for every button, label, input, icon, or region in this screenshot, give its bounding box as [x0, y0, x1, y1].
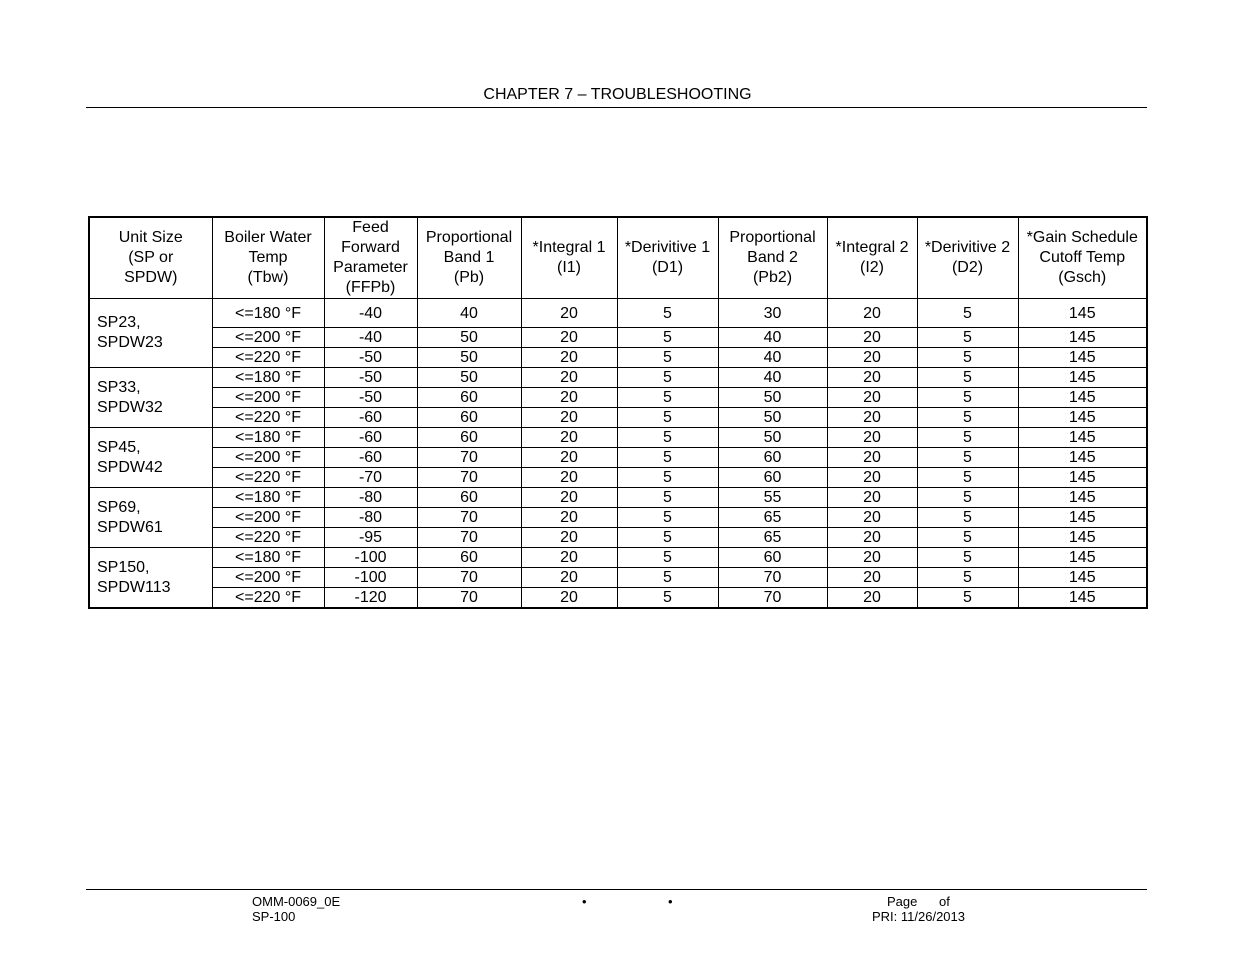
table-cell: 20 [521, 488, 617, 508]
table-row [89, 548, 1147, 568]
table-cell: -50 [324, 348, 417, 368]
table-cell: 145 [1018, 388, 1147, 408]
table-cell: <=180 °F [212, 368, 324, 388]
table-cell: 50 [718, 408, 827, 428]
footer-right [872, 894, 965, 924]
table-cell: 20 [827, 588, 917, 609]
table-cell: -60 [324, 448, 417, 468]
table-cell: 20 [827, 428, 917, 448]
table-cell: 60 [718, 548, 827, 568]
header-rule [86, 107, 1147, 108]
table-cell: 145 [1018, 368, 1147, 388]
table-cell: 145 [1018, 408, 1147, 428]
table-cell: <=180 °F [212, 548, 324, 568]
table-cell: 20 [521, 448, 617, 468]
footer-of-label: of [939, 894, 950, 909]
table-cell: -100 [324, 548, 417, 568]
table-cell: -60 [324, 428, 417, 448]
table-cell: 30 [718, 299, 827, 328]
table-cell: <=180 °F [212, 299, 324, 328]
column-header: *Integral 2 (I2) [827, 217, 917, 299]
table-cell: 55 [718, 488, 827, 508]
table-cell: 40 [718, 368, 827, 388]
column-header: *Derivitive 1 (D1) [617, 217, 718, 299]
table-cell: 70 [417, 588, 521, 609]
table-cell: 20 [827, 528, 917, 548]
table-cell: 70 [417, 468, 521, 488]
unit-size-cell: SP45, SPDW42 [89, 428, 212, 488]
table-cell: 5 [617, 448, 718, 468]
table-row [89, 388, 1147, 408]
table-cell: -40 [324, 328, 417, 348]
table-cell: 20 [827, 299, 917, 328]
table-cell: 145 [1018, 528, 1147, 548]
unit-size-cell: SP69, SPDW61 [89, 488, 212, 548]
table-row [89, 568, 1147, 588]
footer-pri-date: PRI: 11/26/2013 [872, 909, 965, 924]
unit-size-cell: SP23, SPDW23 [89, 299, 212, 368]
table-cell: 5 [617, 548, 718, 568]
table-cell: 145 [1018, 428, 1147, 448]
table-cell: 5 [617, 408, 718, 428]
table-cell: 5 [917, 428, 1018, 448]
table-cell: 5 [617, 568, 718, 588]
table-row [89, 508, 1147, 528]
table-cell: 145 [1018, 488, 1147, 508]
table-row [89, 408, 1147, 428]
table-cell: 145 [1018, 548, 1147, 568]
unit-size-cell: SP33, SPDW32 [89, 368, 212, 428]
column-header: Proportional Band 2 (Pb2) [718, 217, 827, 299]
table-cell: 5 [917, 368, 1018, 388]
table-cell: 40 [718, 328, 827, 348]
table-cell: 5 [917, 408, 1018, 428]
table-cell: 5 [917, 468, 1018, 488]
footer-rule [86, 889, 1147, 890]
table-cell: 5 [917, 348, 1018, 368]
table-cell: 40 [417, 299, 521, 328]
table-cell: 50 [718, 428, 827, 448]
table-cell: 60 [718, 448, 827, 468]
table-cell: 20 [521, 368, 617, 388]
table-cell: 65 [718, 508, 827, 528]
table-cell: -40 [324, 299, 417, 328]
table-cell: 5 [917, 508, 1018, 528]
table-cell: <=200 °F [212, 508, 324, 528]
table-row [89, 468, 1147, 488]
table-cell: 5 [917, 528, 1018, 548]
column-header: Proportional Band 1 (Pb) [417, 217, 521, 299]
table-cell: <=200 °F [212, 328, 324, 348]
table-cell: 40 [718, 348, 827, 368]
table-cell: 5 [617, 328, 718, 348]
table-cell: <=220 °F [212, 408, 324, 428]
page-header-title: CHAPTER 7 – TROUBLESHOOTING [483, 86, 752, 103]
unit-size-cell: SP150, SPDW113 [89, 548, 212, 609]
table-cell: <=220 °F [212, 468, 324, 488]
table-cell: 50 [718, 388, 827, 408]
table-cell: 70 [417, 448, 521, 468]
table-cell: <=220 °F [212, 348, 324, 368]
column-header: *Derivitive 2 (D2) [917, 217, 1018, 299]
table-cell: 145 [1018, 468, 1147, 488]
table-cell: 20 [521, 428, 617, 448]
table-cell: 145 [1018, 568, 1147, 588]
table-cell: 20 [827, 488, 917, 508]
table-cell: 70 [417, 508, 521, 528]
table-cell: 5 [917, 548, 1018, 568]
table-cell: 145 [1018, 588, 1147, 609]
column-header: Boiler Water Temp (Tbw) [212, 217, 324, 299]
table-cell: 20 [521, 348, 617, 368]
table-cell: 20 [827, 348, 917, 368]
table-cell: 20 [521, 568, 617, 588]
column-header: *Integral 1 (I1) [521, 217, 617, 299]
table-cell: 145 [1018, 508, 1147, 528]
table-cell: 5 [917, 568, 1018, 588]
table-cell: 60 [417, 488, 521, 508]
table-cell: 70 [417, 568, 521, 588]
table-cell: 70 [718, 588, 827, 609]
table-cell: 5 [617, 508, 718, 528]
table-cell: 5 [617, 348, 718, 368]
table-cell: -80 [324, 488, 417, 508]
table-cell: <=220 °F [212, 588, 324, 609]
table-cell: <=200 °F [212, 568, 324, 588]
table-cell: 20 [521, 468, 617, 488]
table-row [89, 428, 1147, 448]
table-cell: 70 [718, 568, 827, 588]
table-cell: 65 [718, 528, 827, 548]
table-cell: 20 [827, 548, 917, 568]
table-cell: -80 [324, 508, 417, 528]
column-header: Feed Forward Parameter (FFPb) [324, 217, 417, 299]
table-cell: 5 [617, 488, 718, 508]
table-cell: 5 [617, 368, 718, 388]
table-cell: 5 [617, 588, 718, 609]
table-cell: 60 [718, 468, 827, 488]
pid-parameters-table [88, 216, 1148, 609]
table-row [89, 488, 1147, 508]
table-cell: -120 [324, 588, 417, 609]
table-cell: 50 [417, 348, 521, 368]
table-cell: 5 [917, 328, 1018, 348]
table-cell: 5 [917, 388, 1018, 408]
table-cell: 20 [521, 388, 617, 408]
table-cell: 20 [521, 299, 617, 328]
footer-left [252, 894, 340, 924]
table-cell: 60 [417, 548, 521, 568]
table-cell: 50 [417, 368, 521, 388]
table-cell: <=220 °F [212, 528, 324, 548]
table-cell: 60 [417, 408, 521, 428]
table-cell: 20 [827, 388, 917, 408]
table-cell: 5 [617, 468, 718, 488]
table-cell: <=200 °F [212, 448, 324, 468]
table-cell: -100 [324, 568, 417, 588]
table-cell: 50 [417, 328, 521, 348]
table-cell: 145 [1018, 348, 1147, 368]
table-cell: 20 [521, 548, 617, 568]
table-cell: 5 [617, 528, 718, 548]
table-cell: -60 [324, 408, 417, 428]
table-cell: 5 [917, 448, 1018, 468]
footer-doc-number: OMM-0069_0E [252, 894, 341, 909]
footer-model: SP-100 [252, 909, 296, 924]
table-cell: 20 [521, 508, 617, 528]
table-cell: 20 [521, 408, 617, 428]
table-cell: <=180 °F [212, 488, 324, 508]
table-row [89, 348, 1147, 368]
footer-page-label: Page [887, 894, 918, 909]
table-cell: 5 [917, 299, 1018, 328]
table-cell: -50 [324, 368, 417, 388]
table-row [89, 528, 1147, 548]
table-header-row [89, 217, 1147, 299]
table-cell: 145 [1018, 448, 1147, 468]
footer-bullet-2: • [668, 894, 673, 909]
table-row [89, 299, 1147, 328]
table-cell: 60 [417, 428, 521, 448]
footer-bullet-1: • [582, 894, 587, 909]
table-cell: 60 [417, 388, 521, 408]
table-cell: 145 [1018, 328, 1147, 348]
table-cell: 145 [1018, 299, 1147, 328]
table-cell: -50 [324, 388, 417, 408]
table-row [89, 448, 1147, 468]
column-header: Unit Size (SP or SPDW) [89, 217, 212, 299]
table-cell: 20 [827, 568, 917, 588]
table-cell: 20 [521, 588, 617, 609]
table-cell: 20 [827, 328, 917, 348]
table-cell: 20 [521, 528, 617, 548]
table-cell: 20 [827, 468, 917, 488]
table-cell: 20 [827, 408, 917, 428]
table-row [89, 368, 1147, 388]
table-row [89, 328, 1147, 348]
table-cell: 20 [521, 328, 617, 348]
column-header: *Gain Schedule Cutoff Temp (Gsch) [1018, 217, 1147, 299]
table-cell: <=180 °F [212, 428, 324, 448]
table-cell: 5 [917, 588, 1018, 609]
table-cell: 20 [827, 448, 917, 468]
table-cell: 70 [417, 528, 521, 548]
table-cell: 5 [617, 388, 718, 408]
table-cell: 5 [617, 428, 718, 448]
table-row [89, 588, 1147, 609]
table-cell: 5 [917, 488, 1018, 508]
table-cell: 20 [827, 368, 917, 388]
table-cell: 20 [827, 508, 917, 528]
table-cell: -95 [324, 528, 417, 548]
table-cell: -70 [324, 468, 417, 488]
table-body [89, 299, 1147, 609]
table-cell: <=200 °F [212, 388, 324, 408]
table-cell: 5 [617, 299, 718, 328]
